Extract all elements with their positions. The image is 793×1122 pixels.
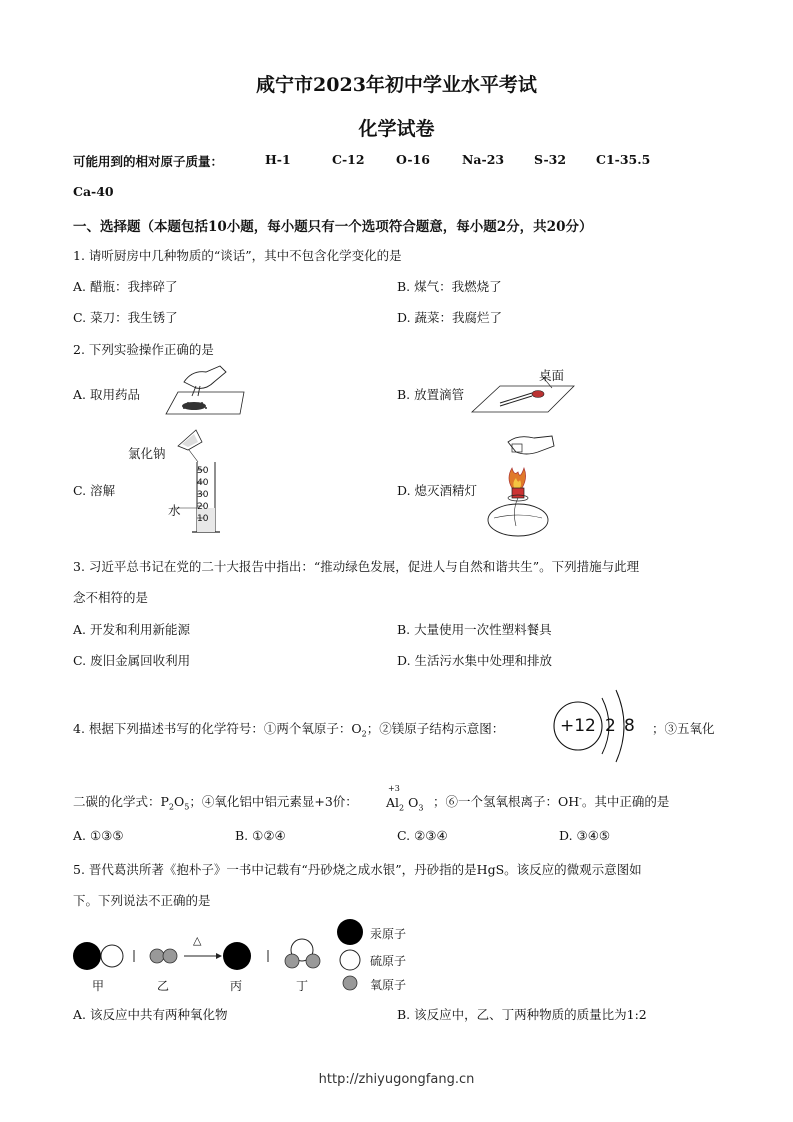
- q5-option-a: A. 该反应中共有两种氧化物: [73, 1007, 228, 1022]
- atomic-mass-item: O-16: [396, 152, 430, 167]
- q4-option-b: B. ①②④: [235, 828, 286, 843]
- question-2-stem: 2. 下列实验操作正确的是: [73, 342, 214, 357]
- q4-option-d: D. ③④⑤: [559, 828, 611, 843]
- atom-legend-symbols: [336, 918, 366, 998]
- q1-option-d: D. 蔬菜：我腐烂了: [397, 310, 503, 325]
- nucleus-charge: +12: [560, 716, 596, 736]
- legend-mercury-atom: 汞原子: [370, 927, 407, 941]
- species-label-b: 乙: [157, 979, 170, 993]
- q4-text: ；⑥一个氢氧根离子：OH: [433, 794, 580, 809]
- q4-option-a: A. ①③⑤: [73, 828, 124, 843]
- heat-condition: △: [193, 934, 202, 947]
- cylinder-tick-label: 50: [197, 466, 209, 476]
- question-1-stem: 1. 请听厨房中几种物质的“谈话”，其中不包含化学变化的是: [73, 248, 402, 263]
- q1-option-b: B. 煤气：我燃烧了: [397, 279, 502, 294]
- shell-electrons-1: 2: [605, 716, 616, 736]
- question-3-stem-line1: 3. 习近平总书记在党的二十大报告中指出：“推动绿色发展，促进人与自然和谐共生”。下列措施与此理: [73, 559, 640, 574]
- species-label-d: 丁: [296, 979, 309, 993]
- paper-subtitle: 化学试卷: [358, 118, 435, 140]
- q4-option-c: C. ②③④: [397, 828, 448, 843]
- shell-electrons-2: 8: [624, 716, 635, 736]
- atomic-mass-item: Na-23: [462, 152, 505, 167]
- q4-text: 4. 根据下列描述书写的化学符号：①两个氧原子：O: [73, 721, 362, 736]
- section-heading: 一、选择题（本题包括10小题，每小题只有一个选项符合题意，每小题2分，共20分）: [73, 219, 593, 235]
- valence-mark: +3: [388, 784, 400, 793]
- q2-option-b: B. 放置滴管: [397, 387, 465, 402]
- question-4-stem-line2: [73, 792, 358, 812]
- atomic-mass-item: Ca-40: [73, 184, 114, 199]
- page-title: 咸宁市2023年初中学业水平考试: [256, 74, 537, 96]
- table-surface-label: 桌面: [539, 368, 565, 383]
- q4-subscript: 2: [168, 802, 175, 812]
- water-label: 水: [168, 503, 181, 518]
- q4-text: O: [174, 794, 185, 809]
- atomic-mass-item: S-32: [534, 152, 567, 167]
- legend-oxygen-atom: 氧原子: [370, 978, 407, 992]
- formula-part: O: [408, 795, 419, 810]
- formula-part: Al: [386, 795, 400, 810]
- species-label-c: 丙: [230, 979, 243, 993]
- q2-option-a: A. 取用药品: [73, 387, 140, 402]
- q2-option-c: C. 溶解: [73, 483, 116, 498]
- question-5-stem-line2: 下。下列说法不正确的是: [73, 893, 211, 908]
- question-4-stem-line1: [73, 719, 504, 739]
- atomic-mass-item: C1-35.5: [596, 152, 651, 167]
- cylinder-scale: [197, 465, 208, 525]
- q3-option-b: B. 大量使用一次性塑料餐具: [397, 622, 552, 637]
- q3-option-d: D. 生活污水集中处理和排放: [397, 653, 553, 668]
- cylinder-tick-label: 20: [197, 502, 209, 512]
- q4-superscript: -: [579, 793, 582, 803]
- formula-subscript: 2: [399, 803, 405, 813]
- alumina-formula: [386, 795, 423, 813]
- atomic-mass-item: C-12: [332, 152, 365, 167]
- legend-sulfur-atom: 硫原子: [370, 954, 407, 968]
- cylinder-tick-label: 30: [197, 490, 209, 500]
- alcohol-lamp-illustration: [482, 432, 562, 542]
- atomic-mass-item: H-1: [265, 152, 291, 167]
- q5-option-b: B. 该反应中，乙、丁两种物质的质量比为1:2: [397, 1007, 647, 1022]
- q4-subscript: 5: [184, 802, 190, 812]
- q4-text-tail-line2: [433, 792, 669, 810]
- q1-option-a: A. 醋瓶：我摔碎了: [73, 279, 178, 294]
- q2-option-d: D. 熄灭酒精灯: [397, 483, 478, 498]
- q4-text: ；②镁原子结构示意图：: [366, 721, 505, 736]
- atomic-mass-label: 可能用到的相对原子质量：: [73, 154, 224, 169]
- q4-text: ；④氧化铝中铝元素显+3价：: [189, 794, 358, 809]
- question-5-stem-line1: 5. 晋代葛洪所著《抱朴子》一书中记载有“丹砂烧之成水银”，丹砂指的是HgS。该反应的微观示意图如: [73, 862, 642, 877]
- q4-text: 。其中正确的是: [581, 794, 670, 809]
- sodium-chloride-label: 氯化钠: [128, 446, 166, 461]
- q4-text: 二碳的化学式：P: [73, 794, 169, 809]
- footer-url[interactable]: http://zhiyugongfang.cn: [318, 1072, 475, 1087]
- q3-option-a: A. 开发和利用新能源: [73, 622, 190, 637]
- q4-subscript: 2: [361, 729, 367, 739]
- q3-option-c: C. 废旧金属回收利用: [73, 653, 191, 668]
- species-label-a: 甲: [92, 979, 105, 993]
- formula-subscript: 3: [418, 803, 424, 813]
- hand-taking-powder-illustration: [162, 362, 246, 418]
- q1-option-c: C. 菜刀：我生锈了: [73, 310, 178, 325]
- cylinder-tick-label: 10: [197, 514, 209, 524]
- cylinder-tick-label: 40: [197, 478, 209, 488]
- question-3-stem-line2: 念不相符的是: [73, 590, 149, 605]
- q4-text-tail: ；③五氧化: [652, 721, 715, 736]
